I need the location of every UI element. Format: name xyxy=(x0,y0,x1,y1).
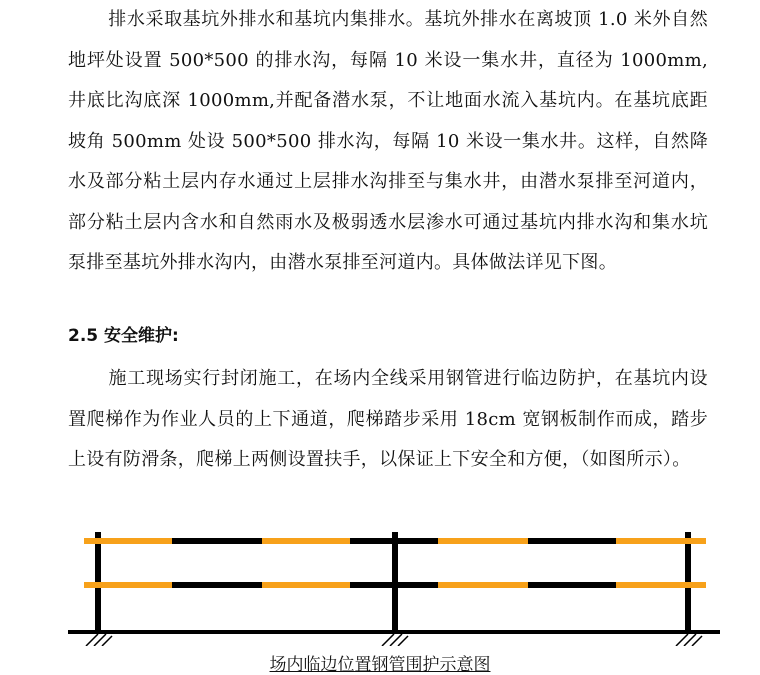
ground-hatch-left xyxy=(86,634,112,646)
rail-segment-orange xyxy=(616,538,706,544)
paragraph-safety xyxy=(68,359,708,481)
paragraph-safety-text: 施工现场实行封闭施工，在场内全线采用钢管进行临边防护，在基坑内设置爬梯作为作业人员的上下通道，爬梯踏步采用 18cm 宽钢板制作而成，踏步上设有防滑条，爬梯上两侧设置扶手，以保证上下安全和方便，（如图所示）。 xyxy=(68,368,708,470)
rail-segment-dark xyxy=(172,582,262,588)
rail-segment-orange xyxy=(262,582,350,588)
rail-segment-orange xyxy=(262,538,350,544)
paragraph-drainage-text: 排水采取基坑外排水和基坑内集排水。基坑外排水在离坡顶 1.0 米外自然地坪处设置 500*500 的排水沟，每隔 10 米设一集水井，直径为 1000mm,井底比沟底深 1000mm,并配备潜水泵，不让地面水流入基坑内。在基坑底距坡角 500mm 处设 500*500 排水沟，每隔 10 米设一集水井。这样，自然降水及部分粘土层内存水通过上层排水沟排至与集水井，由潜水泵排至河道内，部分粘土层内含水和自然雨水及极弱透水层渗水可通过基坑内排水沟和集水坑泵排至基坑外排水沟内，由潜水泵排至河道内。具体做法详见下图。 xyxy=(68,9,708,273)
ground-hatch-right xyxy=(676,634,702,646)
rail-segment-dark xyxy=(528,538,616,544)
middle-rail xyxy=(84,582,706,588)
ground-hatch-middle xyxy=(382,634,408,646)
figure-caption: 场内临边位置钢管围护示意图 xyxy=(269,655,491,675)
rail-segment-dark xyxy=(350,538,438,544)
paragraph-drainage xyxy=(68,0,708,284)
rail-segment-orange xyxy=(438,582,528,588)
rail-segment-orange xyxy=(84,582,172,588)
rail-segment-orange xyxy=(84,538,172,544)
ground-line xyxy=(68,630,720,634)
rail-segment-orange xyxy=(438,538,528,544)
rail-segment-dark xyxy=(172,538,262,544)
section-heading: 2.5 安全维护: xyxy=(68,326,179,346)
rail-segment-orange xyxy=(616,582,706,588)
rail-segment-dark xyxy=(350,582,438,588)
guardrail-diagram xyxy=(60,524,720,646)
top-rail xyxy=(84,538,706,544)
rail-segment-dark xyxy=(528,582,616,588)
